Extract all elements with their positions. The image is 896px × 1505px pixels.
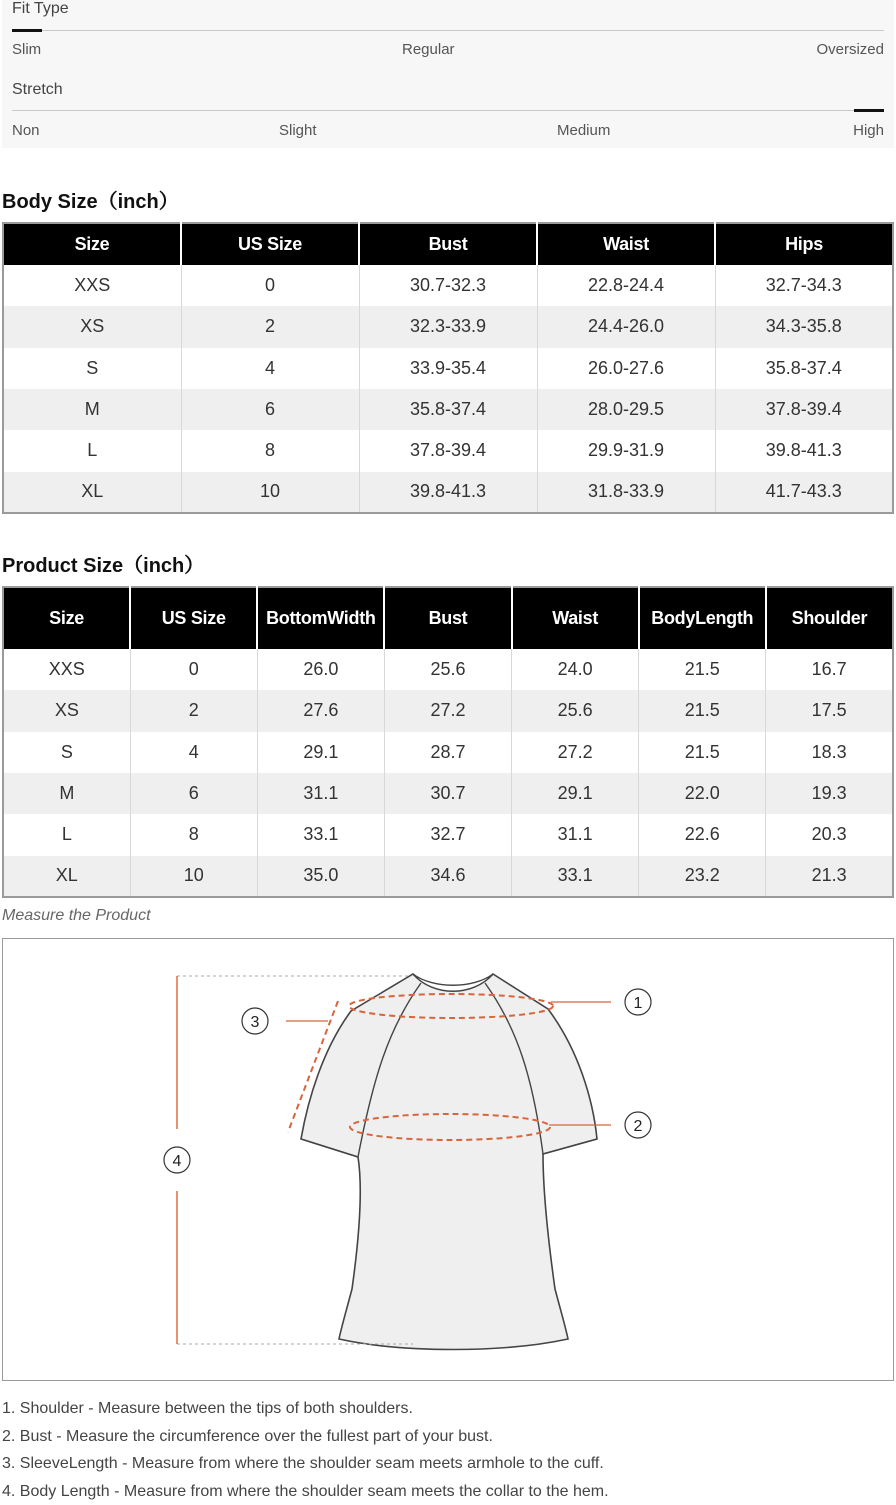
- body-size-unit: （inch）: [98, 191, 179, 213]
- stretch-tick-medium: Medium: [557, 122, 610, 139]
- table-cell: 27.6: [257, 690, 384, 731]
- table-cell: 29.9-31.9: [537, 430, 715, 471]
- table-cell: 22.8-24.4: [537, 265, 715, 306]
- table-cell: 21.5: [639, 649, 766, 690]
- table-row: [3, 649, 893, 690]
- table-cell: 39.8-41.3: [715, 430, 893, 471]
- stretch-label: Stretch: [12, 81, 63, 99]
- column-header: US Size: [181, 223, 359, 265]
- table-cell: 28.0-29.5: [537, 389, 715, 430]
- table-cell: 29.1: [512, 773, 639, 814]
- table-cell: 29.1: [257, 732, 384, 773]
- table-cell: 8: [181, 430, 359, 471]
- table-cell: 27.2: [512, 732, 639, 773]
- table-header-row: [3, 587, 893, 649]
- fit-tick-slim: Slim: [12, 41, 41, 58]
- table-row: [3, 389, 893, 430]
- table-row: [3, 472, 893, 513]
- table-cell: 32.7-34.3: [715, 265, 893, 306]
- table-row: [3, 773, 893, 814]
- table-cell: XS: [3, 690, 130, 731]
- table-cell: 26.0-27.6: [537, 348, 715, 389]
- column-header: Size: [3, 587, 130, 649]
- stretch-track: [12, 110, 884, 111]
- table-cell: 32.3-33.9: [359, 306, 537, 347]
- measurement-notes: [2, 1395, 609, 1505]
- marker-4-label: 4: [173, 1153, 182, 1170]
- column-header: Bust: [384, 587, 511, 649]
- table-cell: 34.6: [384, 856, 511, 897]
- table-cell: 21.3: [766, 856, 893, 897]
- table-row: [3, 265, 893, 306]
- table-header-row: [3, 223, 893, 265]
- table-cell: 10: [130, 856, 257, 897]
- fit-type-indicator: [12, 29, 42, 32]
- table-cell: 2: [181, 306, 359, 347]
- table-cell: 31.1: [257, 773, 384, 814]
- table-cell: 31.8-33.9: [537, 472, 715, 513]
- table-cell: 27.2: [384, 690, 511, 731]
- column-header: Size: [3, 223, 181, 265]
- table-cell: L: [3, 430, 181, 471]
- table-cell: XL: [3, 472, 181, 513]
- fit-type-track: [12, 30, 884, 31]
- table-cell: 35.8-37.4: [359, 389, 537, 430]
- table-cell: 37.8-39.4: [715, 389, 893, 430]
- table-cell: S: [3, 732, 130, 773]
- body-size-title-text: Body Size: [2, 191, 98, 213]
- table-cell: M: [3, 773, 130, 814]
- table-cell: 8: [130, 814, 257, 855]
- product-size-title: [2, 549, 204, 578]
- table-cell: 18.3: [766, 732, 893, 773]
- table-row: [3, 690, 893, 731]
- table-cell: 33.1: [257, 814, 384, 855]
- fit-type-label: Fit Type: [12, 0, 69, 18]
- column-header: Waist: [537, 223, 715, 265]
- stretch-tick-slight: Slight: [279, 122, 317, 139]
- table-cell: 16.7: [766, 649, 893, 690]
- table-cell: 28.7: [384, 732, 511, 773]
- table-cell: XS: [3, 306, 181, 347]
- table-cell: 21.5: [639, 690, 766, 731]
- table-cell: 30.7: [384, 773, 511, 814]
- column-header: Bust: [359, 223, 537, 265]
- table-cell: 41.7-43.3: [715, 472, 893, 513]
- table-row: [3, 430, 893, 471]
- table-cell: 35.0: [257, 856, 384, 897]
- table-cell: 4: [181, 348, 359, 389]
- table-cell: XXS: [3, 265, 181, 306]
- table-cell: XL: [3, 856, 130, 897]
- body-size-title: [2, 185, 179, 214]
- table-cell: L: [3, 814, 130, 855]
- table-cell: 25.6: [512, 690, 639, 731]
- table-cell: 21.5: [639, 732, 766, 773]
- tshirt-outline-icon: [301, 974, 597, 1350]
- table-cell: 10: [181, 472, 359, 513]
- column-header: Waist: [512, 587, 639, 649]
- table-cell: 35.8-37.4: [715, 348, 893, 389]
- note-bust: 2. Bust - Measure the circumference over the fullest part of your bust.: [2, 1423, 609, 1451]
- note-body-length: 4. Body Length - Measure from where the shoulder seam meets the collar to the hem.: [2, 1478, 609, 1505]
- table-cell: 37.8-39.4: [359, 430, 537, 471]
- table-cell: XXS: [3, 649, 130, 690]
- fit-tick-regular: Regular: [402, 41, 455, 58]
- table-cell: 25.6: [384, 649, 511, 690]
- fit-stretch-panel: [2, 0, 894, 148]
- marker-3-label: 3: [251, 1014, 260, 1031]
- column-header: BodyLength: [639, 587, 766, 649]
- table-cell: 39.8-41.3: [359, 472, 537, 513]
- fit-tick-oversized: Oversized: [816, 41, 884, 58]
- table-cell: 22.0: [639, 773, 766, 814]
- table-cell: 24.0: [512, 649, 639, 690]
- table-row: [3, 306, 893, 347]
- table-cell: 23.2: [639, 856, 766, 897]
- stretch-indicator: [854, 109, 884, 112]
- stretch-tick-high: High: [853, 122, 884, 139]
- table-cell: S: [3, 348, 181, 389]
- note-sleeve-length: 3. SleeveLength - Measure from where the shoulder seam meets armhole to the cuff.: [2, 1450, 609, 1478]
- body-size-table: [2, 222, 894, 514]
- column-header: Shoulder: [766, 587, 893, 649]
- marker-1-label: 1: [634, 995, 643, 1012]
- product-size-unit: （inch）: [123, 555, 204, 577]
- table-cell: 20.3: [766, 814, 893, 855]
- table-cell: 32.7: [384, 814, 511, 855]
- table-row: [3, 814, 893, 855]
- stretch-tick-non: Non: [12, 122, 40, 139]
- table-cell: 33.1: [512, 856, 639, 897]
- table-cell: 30.7-32.3: [359, 265, 537, 306]
- measure-diagram: [2, 938, 894, 1381]
- table-row: [3, 732, 893, 773]
- column-header: Hips: [715, 223, 893, 265]
- table-cell: 33.9-35.4: [359, 348, 537, 389]
- column-header: US Size: [130, 587, 257, 649]
- table-cell: 0: [181, 265, 359, 306]
- table-cell: 26.0: [257, 649, 384, 690]
- note-shoulder: 1. Shoulder - Measure between the tips of both shoulders.: [2, 1395, 609, 1423]
- table-cell: 17.5: [766, 690, 893, 731]
- table-cell: 24.4-26.0: [537, 306, 715, 347]
- table-cell: 2: [130, 690, 257, 731]
- table-cell: 34.3-35.8: [715, 306, 893, 347]
- table-cell: 4: [130, 732, 257, 773]
- column-header: BottomWidth: [257, 587, 384, 649]
- table-cell: 19.3: [766, 773, 893, 814]
- table-row: [3, 348, 893, 389]
- marker-2-label: 2: [634, 1118, 643, 1135]
- table-row: [3, 856, 893, 897]
- table-cell: 6: [181, 389, 359, 430]
- table-cell: 31.1: [512, 814, 639, 855]
- table-cell: M: [3, 389, 181, 430]
- table-cell: 22.6: [639, 814, 766, 855]
- table-cell: 6: [130, 773, 257, 814]
- product-size-title-text: Product Size: [2, 555, 123, 577]
- product-size-table: [2, 586, 894, 898]
- tshirt-diagram: [3, 939, 893, 1380]
- measure-caption: Measure the Product: [2, 907, 151, 925]
- table-cell: 0: [130, 649, 257, 690]
